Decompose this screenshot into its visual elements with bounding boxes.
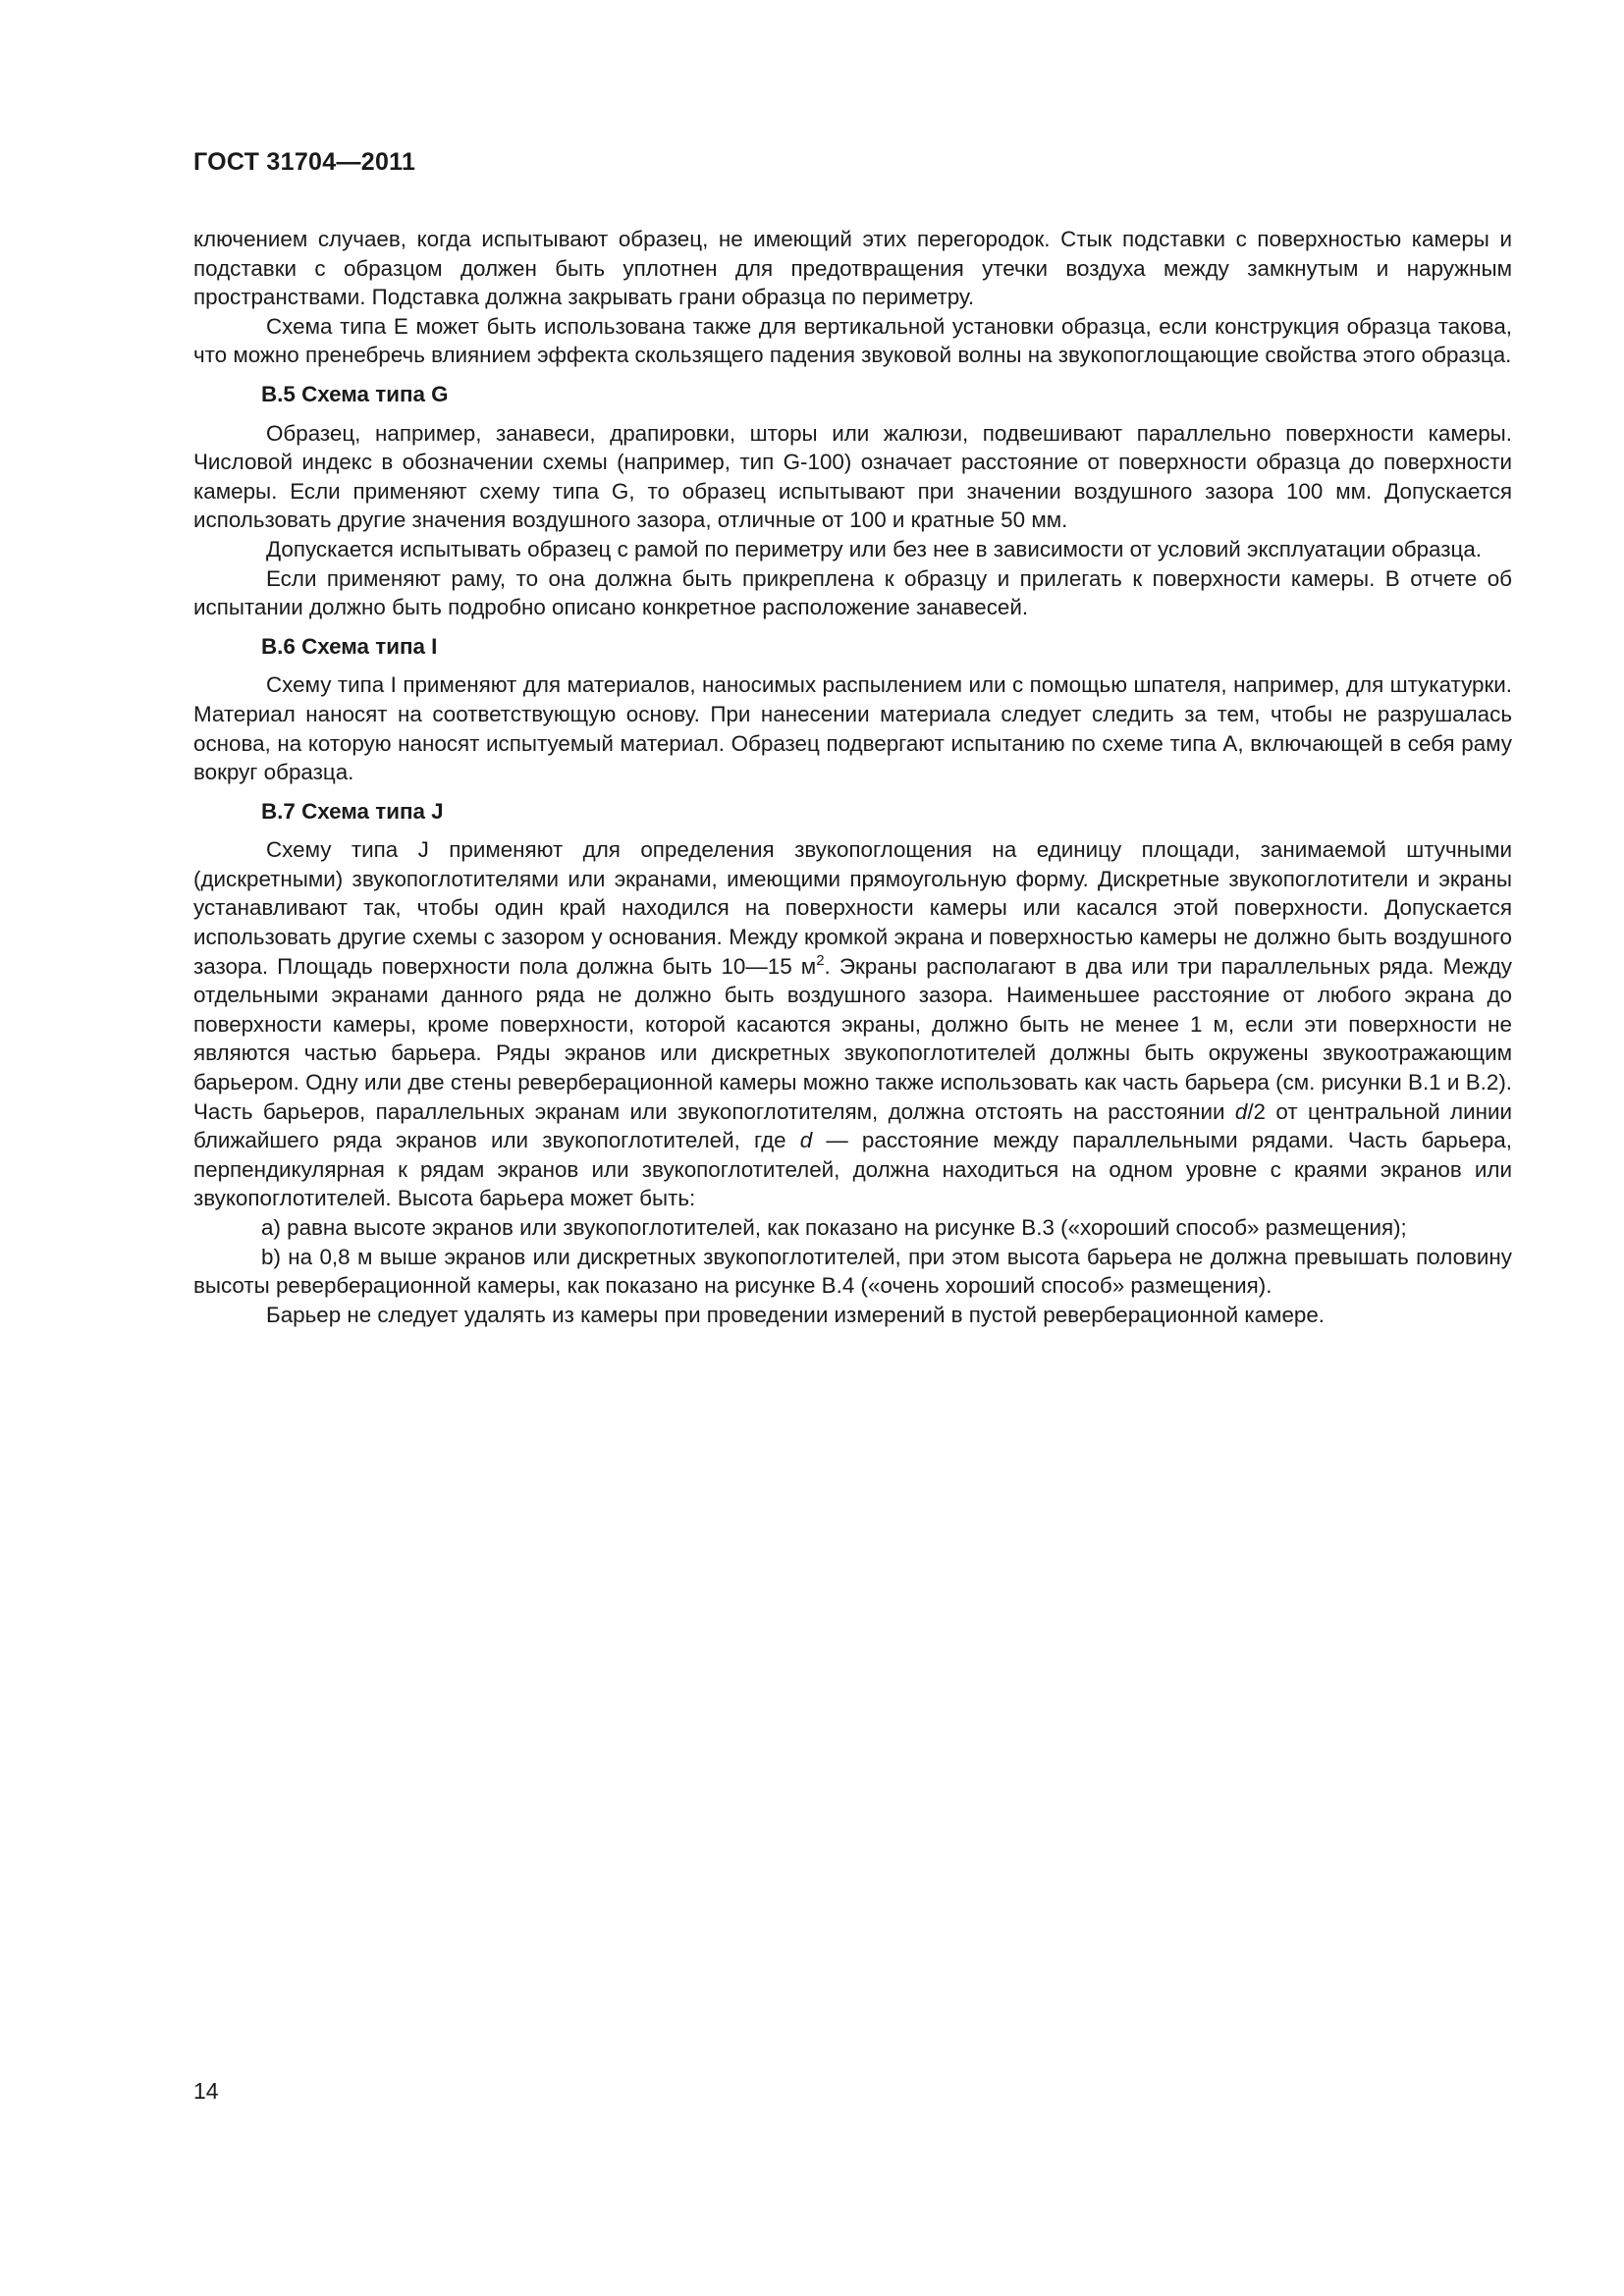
list-item-a: a) равна высоте экранов или звукопоглотителей, как показано на рисунке В.3 («хороший способ» размещения);	[261, 1215, 1407, 1240]
section-b7-paragraph-last: Барьер не следует удалять из камеры при проведении измерений в пустой реверберационной камере.	[266, 1302, 1326, 1327]
paragraph-text: Схему типа J применяют для определения звукопоглощения на единицу площади, занимаемой штучными (дискретными) звукопоглотителями или экранами, имеющими прямоугольную форму. Дискретные звукопоглотители и экраны устанавливают так, чтобы один край находился на поверхности камеры или касался этой поверхности. Допускается использовать другие схемы с зазором у основания. Между кромкой экрана и поверхностью камеры не должно быть воздушного зазора. Площадь поверхности пола должна быть 10—15 м	[193, 837, 1512, 979]
section-b5-paragraph-2: Допускается испытывать образец с рамой по периметру или без нее в зависимости от условий эксплуатации образца.	[266, 536, 1483, 561]
paragraph-text: . Экраны располагают в два или три параллельных ряда. Между отдельными экранами данного ряда не должно быть воздушного зазора. Наименьшее расстояние от любого экрана до поверхности камеры, кроме поверхности, которой касаются экраны, должно быть не менее 1 м, если эти поверхности не являются частью барьера. Ряды экранов или дискретных звукопоглотителей должны быть окружены звукоотражающим барьером. Одну или две стены реверберационной камеры можно также использовать как часть барьера (см. рисунки В.1 и В.2). Часть барьеров, параллельных экранам или звукопоглотителям, должна отстоять на расстоянии	[193, 953, 1512, 1124]
section-b5-paragraph-1: Образец, например, занавеси, драпировки, шторы или жалюзи, подвешивают параллельно поверхности камеры. Числовой индекс в обозначении схемы (например, тип G-100) означает расстояние от поверхности образца до поверхности камеры. Если применяют схему типа G, то образец испытывают при значении воздушного зазора 100 мм. Допускается использовать другие значения воздушного зазора, отличные от 100 и кратные 50 мм.	[193, 420, 1512, 533]
document-header: ГОСТ 31704—2011	[193, 148, 416, 176]
section-b7-paragraph-1	[193, 835, 1512, 1213]
italic-d: d	[799, 1128, 813, 1153]
section-b6-paragraph-1: Схему типа I применяют для материалов, наносимых распылением или с помощью шпателя, например, для штукатурки. Материал наносят на соответствующую основу. При нанесении материала следует следить за тем, чтобы не разрушалась основа, на которую наносят испытуемый материал. Образец подвергают испытанию по схеме типа A, включающей в себя раму вокруг образца.	[193, 672, 1512, 785]
intro-paragraph-2: Схема типа E может быть использована также для вертикальной установки образца, если конструкция образца такова, что можно пренебречь влиянием эффекта скользящего падения звуковой волны на звукопоглощающие свойства этого образца.	[193, 313, 1512, 368]
intro-paragraph-1: ключением случаев, когда испытывают образец, не имеющий этих перегородок. Стык подставки с поверхностью камеры и подставки с образцом должен быть уплотнен для предотвращения утечки воздуха между замкнутым и наружным пространствами. Подставка должна закрывать грани образца по периметру.	[193, 227, 1512, 310]
section-b7-heading: В.7 Схема типа J	[261, 798, 444, 824]
paragraph-text: /2 от центральной линии ближайшего ряда экранов или звукопоглотителей, где	[193, 1098, 1513, 1153]
section-b6-heading: В.6 Схема типа I	[261, 633, 438, 659]
document-body	[193, 225, 1512, 1329]
superscript-2: 2	[816, 951, 825, 969]
italic-d: d	[1234, 1098, 1248, 1124]
list-item-b: b) на 0,8 м выше экранов или дискретных звукопоглотителей, при этом высота барьера не должна превышать половину высоты реверберационной камеры, как показано на рисунке В.4 («очень хороший способ» размещения).	[193, 1244, 1512, 1299]
section-b5-heading: В.5 Схема типа G	[261, 381, 449, 406]
section-b5-paragraph-3: Если применяют раму, то она должна быть прикреплена к образцу и прилегать к поверхности камеры. В отчете об испытании должно быть подробно описано конкретное расположение занавесей.	[193, 565, 1512, 620]
paragraph-text: — расстояние между параллельными рядами. Часть барьера, перпендикулярная к рядам экранов или звукопоглотителей, должна находиться на одном уровне с краями экранов или звукопоглотителей. Высота барьера может быть:	[193, 1128, 1512, 1211]
page-number: 14	[193, 2078, 219, 2104]
